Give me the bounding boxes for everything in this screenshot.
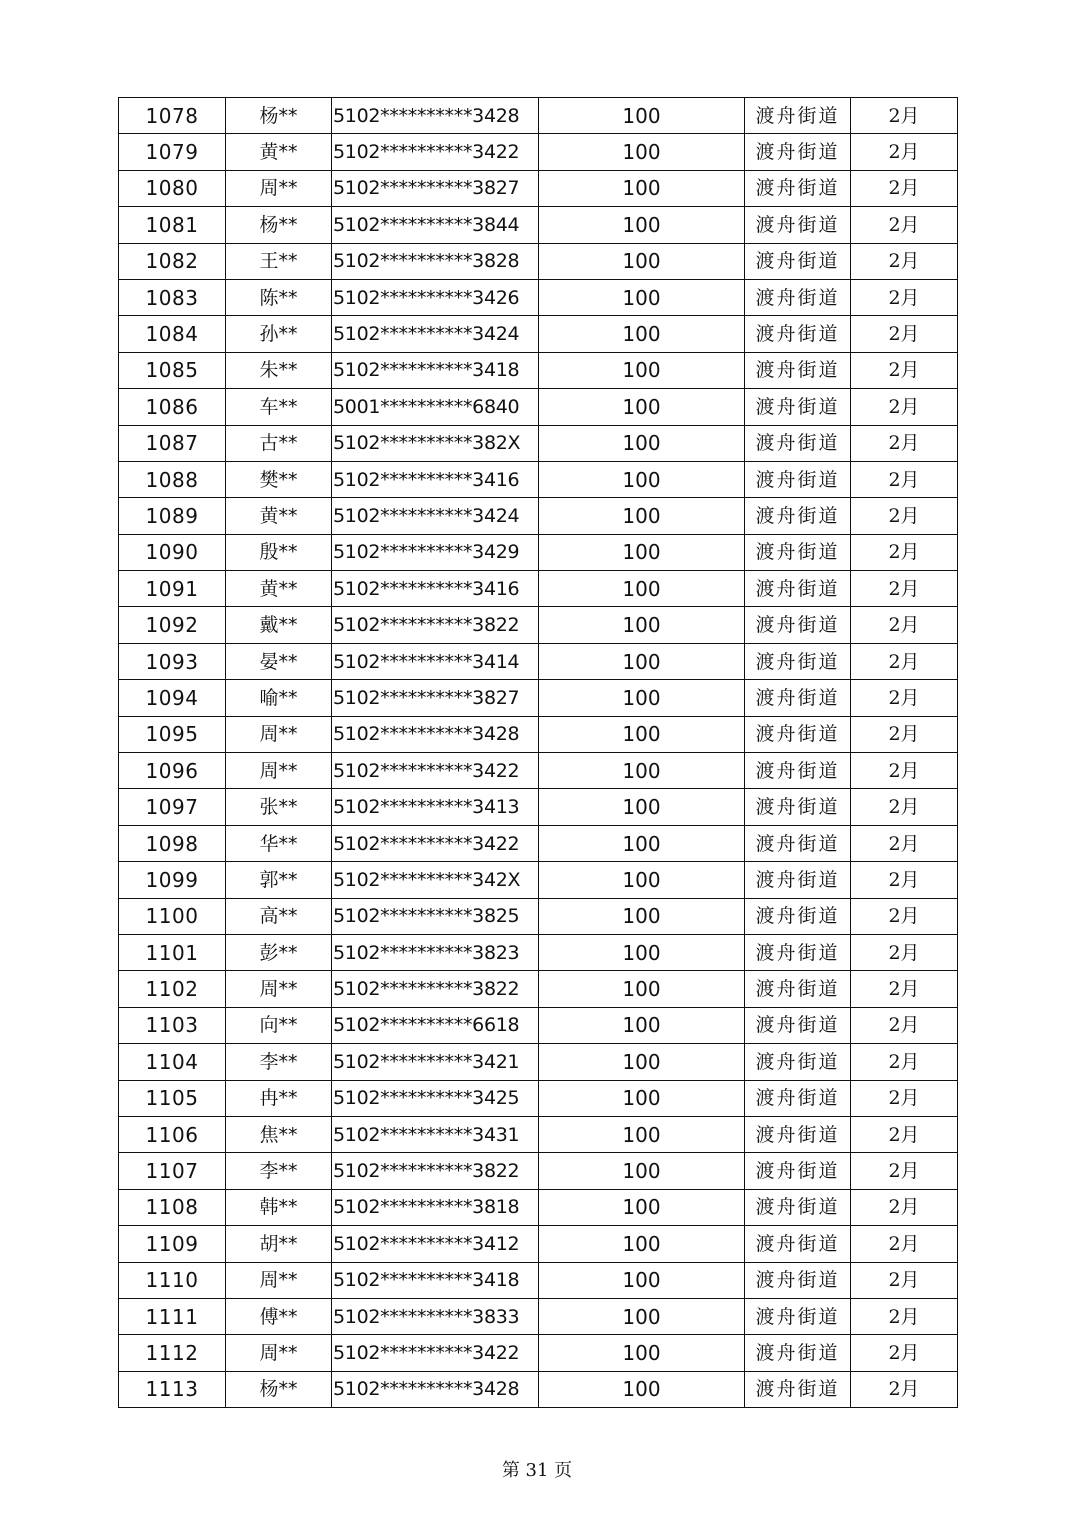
- street-cell: 渡舟街道: [745, 862, 851, 898]
- id-number-cell: 5102**********3818: [332, 1189, 539, 1225]
- id-number-cell: 5102**********3825: [332, 898, 539, 934]
- id-number-cell: 5102**********3428: [332, 1371, 539, 1407]
- month-cell: 2月: [851, 1189, 958, 1225]
- month-cell: 2月: [851, 461, 958, 497]
- amount-cell: 100: [539, 1044, 745, 1080]
- amount-cell: 100: [539, 98, 745, 134]
- id-number-cell: 5102**********3428: [332, 716, 539, 752]
- id-number-cell: 5102**********3823: [332, 934, 539, 970]
- amount-cell: 100: [539, 753, 745, 789]
- street-cell: 渡舟街道: [745, 971, 851, 1007]
- street-cell: 渡舟街道: [745, 279, 851, 315]
- amount-cell: 100: [539, 170, 745, 206]
- id-number-cell: 5001**********6840: [332, 389, 539, 425]
- row-number-cell: 1100: [119, 898, 226, 934]
- street-cell: 渡舟街道: [745, 1007, 851, 1043]
- month-cell: 2月: [851, 498, 958, 534]
- street-cell: 渡舟街道: [745, 898, 851, 934]
- name-cell: 周**: [226, 170, 332, 206]
- month-cell: 2月: [851, 352, 958, 388]
- amount-cell: 100: [539, 898, 745, 934]
- month-cell: 2月: [851, 1335, 958, 1371]
- row-number-cell: 1103: [119, 1007, 226, 1043]
- amount-cell: 100: [539, 862, 745, 898]
- id-number-cell: 5102**********3828: [332, 243, 539, 279]
- street-cell: 渡舟街道: [745, 352, 851, 388]
- amount-cell: 100: [539, 461, 745, 497]
- row-number-cell: 1107: [119, 1153, 226, 1189]
- row-number-cell: 1081: [119, 207, 226, 243]
- street-cell: 渡舟街道: [745, 607, 851, 643]
- month-cell: 2月: [851, 1298, 958, 1334]
- id-number-cell: 5102**********3844: [332, 207, 539, 243]
- table-row: [119, 862, 958, 898]
- amount-cell: 100: [539, 207, 745, 243]
- id-number-cell: 5102**********3429: [332, 534, 539, 570]
- month-cell: 2月: [851, 1116, 958, 1152]
- name-cell: 华**: [226, 825, 332, 861]
- records-table-container: [118, 97, 955, 1408]
- month-cell: 2月: [851, 1044, 958, 1080]
- row-number-cell: 1080: [119, 170, 226, 206]
- table-row: [119, 753, 958, 789]
- name-cell: 郭**: [226, 862, 332, 898]
- row-number-cell: 1098: [119, 825, 226, 861]
- id-number-cell: 5102**********3425: [332, 1080, 539, 1116]
- name-cell: 向**: [226, 1007, 332, 1043]
- street-cell: 渡舟街道: [745, 1044, 851, 1080]
- amount-cell: 100: [539, 1189, 745, 1225]
- table-row: [119, 170, 958, 206]
- table-row: [119, 1371, 958, 1407]
- street-cell: 渡舟街道: [745, 134, 851, 170]
- row-number-cell: 1096: [119, 753, 226, 789]
- name-cell: 古**: [226, 425, 332, 461]
- row-number-cell: 1089: [119, 498, 226, 534]
- row-number-cell: 1110: [119, 1262, 226, 1298]
- name-cell: 朱**: [226, 352, 332, 388]
- name-cell: 喻**: [226, 680, 332, 716]
- street-cell: 渡舟街道: [745, 170, 851, 206]
- table-row: [119, 1226, 958, 1262]
- id-number-cell: 5102**********3428: [332, 98, 539, 134]
- amount-cell: 100: [539, 643, 745, 679]
- id-number-cell: 5102**********3422: [332, 825, 539, 861]
- table-row: [119, 461, 958, 497]
- name-cell: 彭**: [226, 934, 332, 970]
- row-number-cell: 1092: [119, 607, 226, 643]
- table-row: [119, 98, 958, 134]
- table-row: [119, 1080, 958, 1116]
- street-cell: 渡舟街道: [745, 207, 851, 243]
- row-number-cell: 1091: [119, 571, 226, 607]
- month-cell: 2月: [851, 716, 958, 752]
- month-cell: 2月: [851, 971, 958, 1007]
- table-row: [119, 1262, 958, 1298]
- name-cell: 樊**: [226, 461, 332, 497]
- table-row: [119, 1044, 958, 1080]
- table-row: [119, 425, 958, 461]
- street-cell: 渡舟街道: [745, 1335, 851, 1371]
- month-cell: 2月: [851, 534, 958, 570]
- name-cell: 冉**: [226, 1080, 332, 1116]
- amount-cell: 100: [539, 389, 745, 425]
- row-number-cell: 1101: [119, 934, 226, 970]
- table-row: [119, 825, 958, 861]
- name-cell: 戴**: [226, 607, 332, 643]
- amount-cell: 100: [539, 1371, 745, 1407]
- month-cell: 2月: [851, 753, 958, 789]
- month-cell: 2月: [851, 825, 958, 861]
- id-number-cell: 5102**********3412: [332, 1226, 539, 1262]
- name-cell: 孙**: [226, 316, 332, 352]
- table-row: [119, 207, 958, 243]
- row-number-cell: 1111: [119, 1298, 226, 1334]
- id-number-cell: 5102**********3827: [332, 170, 539, 206]
- month-cell: 2月: [851, 643, 958, 679]
- amount-cell: 100: [539, 1262, 745, 1298]
- name-cell: 晏**: [226, 643, 332, 679]
- name-cell: 黄**: [226, 571, 332, 607]
- amount-cell: 100: [539, 1226, 745, 1262]
- table-row: [119, 1007, 958, 1043]
- id-number-cell: 5102**********3822: [332, 1153, 539, 1189]
- row-number-cell: 1087: [119, 425, 226, 461]
- amount-cell: 100: [539, 316, 745, 352]
- amount-cell: 100: [539, 243, 745, 279]
- amount-cell: 100: [539, 1007, 745, 1043]
- id-number-cell: 5102**********3431: [332, 1116, 539, 1152]
- table-row: [119, 898, 958, 934]
- name-cell: 周**: [226, 1335, 332, 1371]
- table-row: [119, 534, 958, 570]
- row-number-cell: 1099: [119, 862, 226, 898]
- id-number-cell: 5102**********3426: [332, 279, 539, 315]
- row-number-cell: 1095: [119, 716, 226, 752]
- street-cell: 渡舟街道: [745, 498, 851, 534]
- table-row: [119, 498, 958, 534]
- street-cell: 渡舟街道: [745, 1298, 851, 1334]
- name-cell: 杨**: [226, 98, 332, 134]
- amount-cell: 100: [539, 498, 745, 534]
- street-cell: 渡舟街道: [745, 680, 851, 716]
- street-cell: 渡舟街道: [745, 461, 851, 497]
- records-table-body: [119, 98, 958, 1408]
- table-row: [119, 934, 958, 970]
- id-number-cell: 5102**********6618: [332, 1007, 539, 1043]
- id-number-cell: 5102**********3833: [332, 1298, 539, 1334]
- amount-cell: 100: [539, 680, 745, 716]
- street-cell: 渡舟街道: [745, 389, 851, 425]
- id-number-cell: 5102**********3822: [332, 971, 539, 1007]
- amount-cell: 100: [539, 1116, 745, 1152]
- table-row: [119, 279, 958, 315]
- month-cell: 2月: [851, 934, 958, 970]
- row-number-cell: 1105: [119, 1080, 226, 1116]
- row-number-cell: 1109: [119, 1226, 226, 1262]
- row-number-cell: 1112: [119, 1335, 226, 1371]
- name-cell: 李**: [226, 1044, 332, 1080]
- id-number-cell: 5102**********3424: [332, 316, 539, 352]
- table-row: [119, 680, 958, 716]
- street-cell: 渡舟街道: [745, 1116, 851, 1152]
- month-cell: 2月: [851, 607, 958, 643]
- street-cell: 渡舟街道: [745, 98, 851, 134]
- table-row: [119, 243, 958, 279]
- row-number-cell: 1085: [119, 352, 226, 388]
- name-cell: 杨**: [226, 1371, 332, 1407]
- street-cell: 渡舟街道: [745, 425, 851, 461]
- street-cell: 渡舟街道: [745, 1226, 851, 1262]
- name-cell: 黄**: [226, 134, 332, 170]
- month-cell: 2月: [851, 243, 958, 279]
- id-number-cell: 5102**********3822: [332, 607, 539, 643]
- table-row: [119, 971, 958, 1007]
- row-number-cell: 1104: [119, 1044, 226, 1080]
- street-cell: 渡舟街道: [745, 716, 851, 752]
- row-number-cell: 1097: [119, 789, 226, 825]
- name-cell: 张**: [226, 789, 332, 825]
- page-number: 第 31 页: [501, 1460, 573, 1481]
- month-cell: 2月: [851, 1371, 958, 1407]
- table-row: [119, 1335, 958, 1371]
- table-row: [119, 716, 958, 752]
- amount-cell: 100: [539, 1080, 745, 1116]
- amount-cell: 100: [539, 425, 745, 461]
- table-row: [119, 571, 958, 607]
- street-cell: 渡舟街道: [745, 753, 851, 789]
- row-number-cell: 1079: [119, 134, 226, 170]
- id-number-cell: 5102**********3413: [332, 789, 539, 825]
- street-cell: 渡舟街道: [745, 643, 851, 679]
- amount-cell: 100: [539, 279, 745, 315]
- month-cell: 2月: [851, 170, 958, 206]
- row-number-cell: 1094: [119, 680, 226, 716]
- table-row: [119, 134, 958, 170]
- table-row: [119, 607, 958, 643]
- table-row: [119, 389, 958, 425]
- row-number-cell: 1093: [119, 643, 226, 679]
- table-row: [119, 1116, 958, 1152]
- row-number-cell: 1113: [119, 1371, 226, 1407]
- row-number-cell: 1090: [119, 534, 226, 570]
- street-cell: 渡舟街道: [745, 789, 851, 825]
- amount-cell: 100: [539, 789, 745, 825]
- month-cell: 2月: [851, 389, 958, 425]
- id-number-cell: 5102**********3414: [332, 643, 539, 679]
- table-row: [119, 316, 958, 352]
- month-cell: 2月: [851, 134, 958, 170]
- table-row: [119, 352, 958, 388]
- id-number-cell: 5102**********382X: [332, 425, 539, 461]
- amount-cell: 100: [539, 934, 745, 970]
- name-cell: 殷**: [226, 534, 332, 570]
- row-number-cell: 1086: [119, 389, 226, 425]
- amount-cell: 100: [539, 352, 745, 388]
- street-cell: 渡舟街道: [745, 1371, 851, 1407]
- street-cell: 渡舟街道: [745, 571, 851, 607]
- month-cell: 2月: [851, 425, 958, 461]
- month-cell: 2月: [851, 207, 958, 243]
- amount-cell: 100: [539, 971, 745, 1007]
- month-cell: 2月: [851, 1262, 958, 1298]
- row-number-cell: 1088: [119, 461, 226, 497]
- month-cell: 2月: [851, 898, 958, 934]
- row-number-cell: 1108: [119, 1189, 226, 1225]
- amount-cell: 100: [539, 571, 745, 607]
- name-cell: 傅**: [226, 1298, 332, 1334]
- row-number-cell: 1102: [119, 971, 226, 1007]
- month-cell: 2月: [851, 789, 958, 825]
- row-number-cell: 1084: [119, 316, 226, 352]
- name-cell: 黄**: [226, 498, 332, 534]
- month-cell: 2月: [851, 862, 958, 898]
- row-number-cell: 1078: [119, 98, 226, 134]
- id-number-cell: 5102**********3422: [332, 753, 539, 789]
- name-cell: 韩**: [226, 1189, 332, 1225]
- amount-cell: 100: [539, 134, 745, 170]
- street-cell: 渡舟街道: [745, 1262, 851, 1298]
- id-number-cell: 5102**********3422: [332, 134, 539, 170]
- row-number-cell: 1082: [119, 243, 226, 279]
- name-cell: 杨**: [226, 207, 332, 243]
- month-cell: 2月: [851, 1153, 958, 1189]
- name-cell: 焦**: [226, 1116, 332, 1152]
- month-cell: 2月: [851, 680, 958, 716]
- name-cell: 周**: [226, 716, 332, 752]
- name-cell: 高**: [226, 898, 332, 934]
- id-number-cell: 5102**********3416: [332, 571, 539, 607]
- street-cell: 渡舟街道: [745, 1080, 851, 1116]
- name-cell: 周**: [226, 753, 332, 789]
- id-number-cell: 5102**********342X: [332, 862, 539, 898]
- street-cell: 渡舟街道: [745, 1153, 851, 1189]
- month-cell: 2月: [851, 98, 958, 134]
- street-cell: 渡舟街道: [745, 243, 851, 279]
- month-cell: 2月: [851, 316, 958, 352]
- street-cell: 渡舟街道: [745, 534, 851, 570]
- table-row: [119, 643, 958, 679]
- id-number-cell: 5102**********3421: [332, 1044, 539, 1080]
- name-cell: 胡**: [226, 1226, 332, 1262]
- name-cell: 王**: [226, 243, 332, 279]
- row-number-cell: 1106: [119, 1116, 226, 1152]
- table-row: [119, 789, 958, 825]
- row-number-cell: 1083: [119, 279, 226, 315]
- name-cell: 车**: [226, 389, 332, 425]
- month-cell: 2月: [851, 279, 958, 315]
- id-number-cell: 5102**********3418: [332, 1262, 539, 1298]
- amount-cell: 100: [539, 607, 745, 643]
- id-number-cell: 5102**********3418: [332, 352, 539, 388]
- street-cell: 渡舟街道: [745, 825, 851, 861]
- amount-cell: 100: [539, 1298, 745, 1334]
- month-cell: 2月: [851, 1226, 958, 1262]
- table-row: [119, 1298, 958, 1334]
- amount-cell: 100: [539, 716, 745, 752]
- amount-cell: 100: [539, 1153, 745, 1189]
- records-table: [118, 97, 958, 1408]
- month-cell: 2月: [851, 571, 958, 607]
- amount-cell: 100: [539, 534, 745, 570]
- street-cell: 渡舟街道: [745, 934, 851, 970]
- table-row: [119, 1189, 958, 1225]
- name-cell: 周**: [226, 971, 332, 1007]
- id-number-cell: 5102**********3424: [332, 498, 539, 534]
- amount-cell: 100: [539, 1335, 745, 1371]
- id-number-cell: 5102**********3416: [332, 461, 539, 497]
- name-cell: 李**: [226, 1153, 332, 1189]
- name-cell: 陈**: [226, 279, 332, 315]
- amount-cell: 100: [539, 825, 745, 861]
- street-cell: 渡舟街道: [745, 316, 851, 352]
- name-cell: 周**: [226, 1262, 332, 1298]
- month-cell: 2月: [851, 1080, 958, 1116]
- table-row: [119, 1153, 958, 1189]
- id-number-cell: 5102**********3422: [332, 1335, 539, 1371]
- id-number-cell: 5102**********3827: [332, 680, 539, 716]
- street-cell: 渡舟街道: [745, 1189, 851, 1225]
- month-cell: 2月: [851, 1007, 958, 1043]
